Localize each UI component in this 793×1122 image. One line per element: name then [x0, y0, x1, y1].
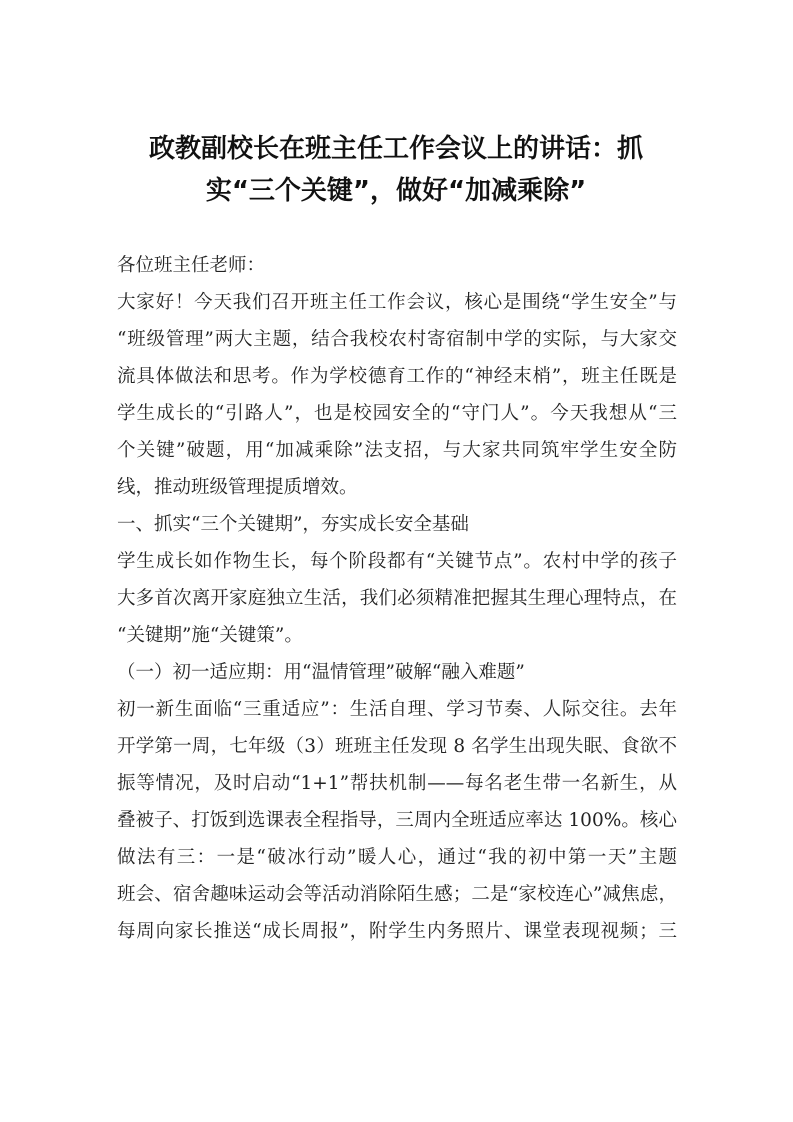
body-line: 开学第一周，七年级（3）班班主任发现 8 名学生出现失眠、食欲不: [117, 736, 677, 757]
body-line: 叠被子、打饭到选课表全程指导，三周内全班适应率达 100%。核心: [117, 810, 677, 831]
subsection-heading-1: （一）初一适应期：用“温情管理”破解“融入难题”: [117, 662, 525, 683]
document-body: [117, 247, 677, 950]
body-line: 线，推动班级管理提质增效。: [117, 477, 358, 498]
body-line: 个关键”破题，用“加减乘除”法支招，与大家共同筑牢学生安全防: [117, 440, 677, 461]
body-line: 流具体做法和思考。作为学校德育工作的“神经末梢”，班主任既是: [117, 366, 677, 387]
body-line: “关键期”施“关键策”。: [117, 625, 303, 646]
section-heading-1: 一、抓实“三个关键期”，夯实成长安全基础: [117, 514, 469, 535]
title-line-1: 政教副校长在班主任工作会议上的讲话：抓: [148, 134, 643, 164]
body-line: 每周向家长推送“成长周报”，附学生内务照片、课堂表现视频；三: [117, 921, 677, 942]
body-line: 做法有三：一是“破冰行动”暖人心，通过“我的初中第一天”主题: [117, 847, 677, 868]
body-line: 班会、宿舍趣味运动会等活动消除陌生感；二是“家校连心”减焦虑，: [117, 884, 677, 905]
body-line: 学生成长的“引路人”，也是校园安全的“守门人”。今天我想从“三: [117, 403, 677, 424]
body-line: “班级管理”两大主题，结合我校农村寄宿制中学的实际，与大家交: [117, 329, 677, 350]
salutation: 各位班主任老师：: [117, 255, 266, 276]
body-line: 初一新生面临“三重适应”：生活自理、学习节奏、人际交往。去年: [117, 699, 677, 720]
body-line: 大家好！今天我们召开班主任工作会议，核心是围绕“学生安全”与: [117, 292, 677, 313]
body-line: 振等情况，及时启动“1+1”帮扶机制——每名老生带一名新生，从: [117, 773, 677, 794]
body-line: 大多首次离开家庭独立生活，我们必须精准把握其生理心理特点，在: [117, 588, 677, 609]
body-line: 学生成长如作物生长，每个阶段都有“关键节点”。农村中学的孩子: [117, 551, 677, 572]
title-line-2: 实“三个关键”，做好“加减乘除”: [205, 176, 587, 206]
document-title: [117, 128, 675, 212]
